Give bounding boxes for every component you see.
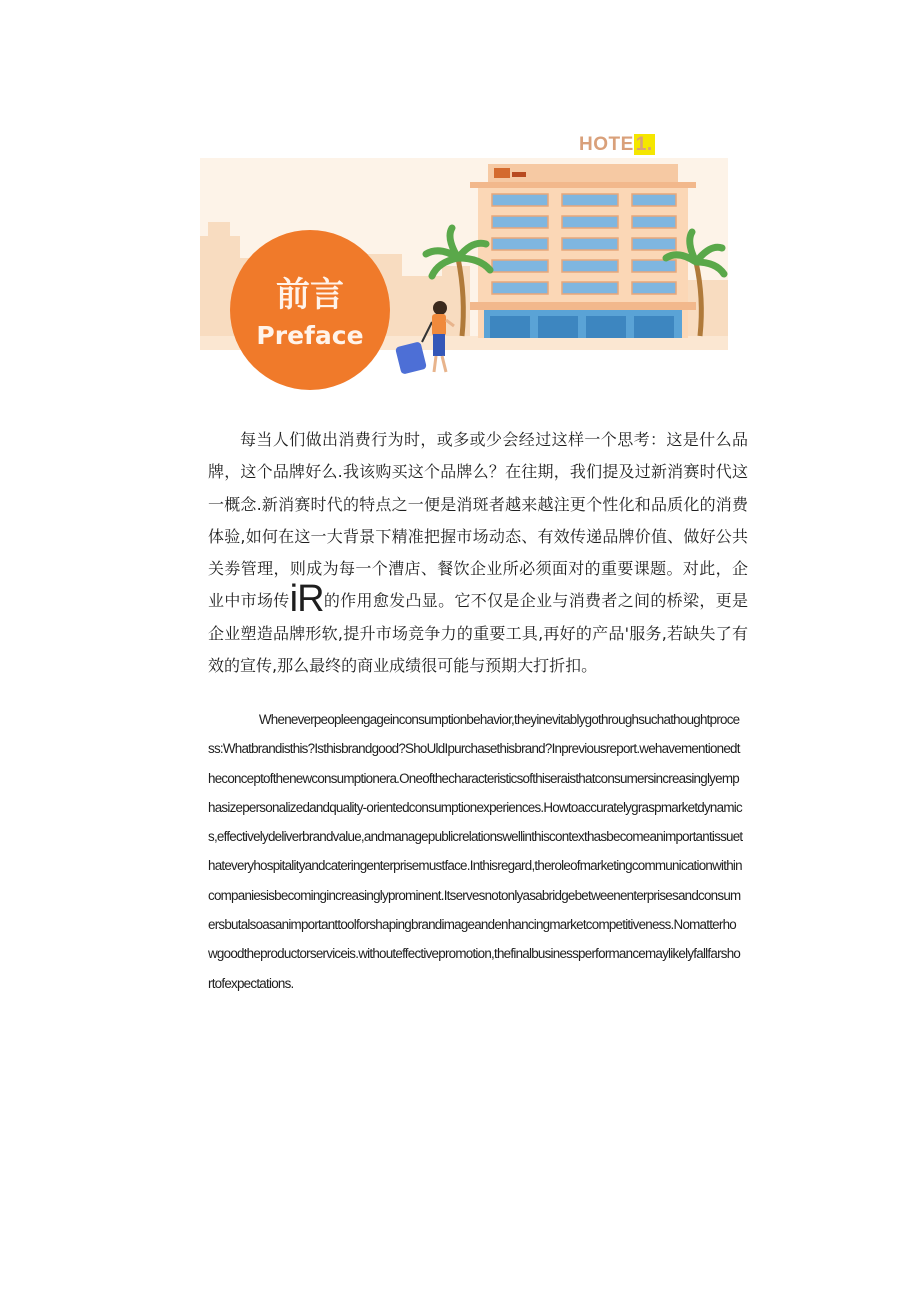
hotel-building-illustration	[470, 164, 696, 338]
chinese-paragraph	[208, 424, 748, 682]
hotel-tag-highlight: 1.	[635, 134, 653, 155]
preface-banner	[200, 158, 728, 390]
chinese-paragraph-part2: 的作用愈发凸显。它不仅是企业与消费者之间的桥梁，更是企业塑造品牌形软,提升市场竞争力的重要工具,再好的产品'服务,若缺失了有效的宣传,那么最终的商业成绩很可能与预期大打折扣。	[208, 591, 748, 676]
english-paragraph	[208, 705, 743, 998]
chinese-paragraph-large-text: iR	[289, 578, 324, 621]
chinese-paragraph-part1: 每当人们做出消费行为时，或多或少会经过这样一个思考：这是什么品牌，这个品牌好么.我该购买这个品牌么？在往期，我们提及过新消赛时代这一概念.新消赛时代的特点之一便是消斑者越来越注更个性化和品质化的消费体验,如何在这一大背景下精准把握市场动态、有效传递品牌价值、做好公共关劵管理，则成为每一个漕店、餐饮企业所必须面对的重要课题。对此，企业中市场传	[208, 430, 748, 611]
hotel-section-tag	[579, 134, 655, 156]
preface-title-en: Preface	[256, 321, 364, 350]
english-paragraph-text: Wheneverpeopleengageinconsumptionbehavior,theyinevitablygothroughsuchathoughtprocess:Whatbrandisthis?Isthisbrandgood?ShoUldIpurchasethisbrand?Inpreviousreport.wehavementionedtheconceptofthenewconsumptionera.Oneofthecharacteristicsofthiseraisthatconsumersincreasinglyemphasizepersonalizedandquality-orientedconsumptionexperiences.Howtoaccuratelygraspmarketdynamics,effectivelydeliverbrandvalue,andmanagepublicrelationswellinthiscontexthasbecomeanimportantissuethateveryhospitalityandcateringenterprisemustface.Inthisregard,theroleofmarketingcommunicationwithincompaniesisbecomingincreasinglyprominent.Itservesnotonlyasabridgebetweenenterprisesandconsumersbutalsoasanimportanttoolforshapingbrandimageandenhancingmarketcompetitiveness.Nomatterhowgoodtheproductorserviceis.withouteffectivepromotion,thefinalbusinessperformancemaylikelyfallfarshortofexpectations.	[208, 712, 743, 991]
hotel-tag-text: HOTE	[579, 134, 634, 155]
preface-title-cn: 前言	[276, 275, 344, 315]
